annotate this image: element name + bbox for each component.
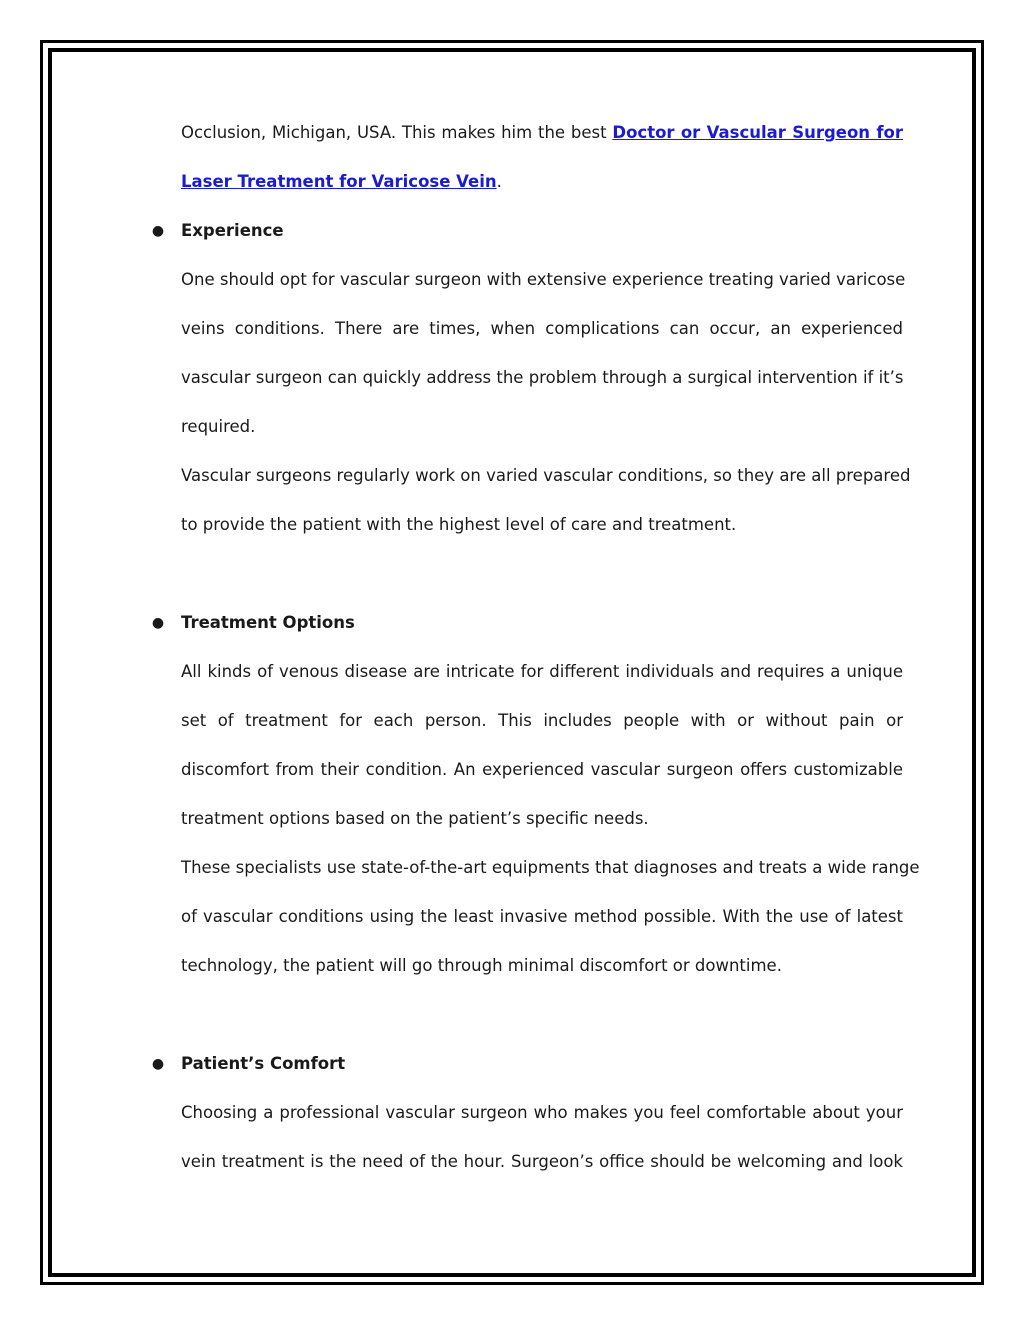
paragraph-line: Choosing a professional vascular surgeon who makes you feel comfortable about your <box>181 1103 903 1122</box>
paragraph-line: of vascular conditions using the least invasive method possible. With the use of latest <box>181 907 903 926</box>
doctor-link-part-2[interactable]: Laser Treatment for Varicose Vein <box>181 172 497 191</box>
heading-experience: Experience <box>181 221 284 240</box>
paragraph-line: All kinds of venous disease are intricate for different individuals and requires a unique <box>181 662 903 681</box>
bullet-treatment-options: ● <box>151 615 165 631</box>
paragraph-line: to provide the patient with the highest level of care and treatment. <box>181 515 737 534</box>
bullet-patients-comfort: ● <box>151 1056 165 1072</box>
paragraph-line: set of treatment for each person. This includes people with or without pain or <box>181 711 903 730</box>
intro-text: Occlusion, Michigan, USA. This makes him the best <box>181 123 613 142</box>
bullet-experience: ● <box>151 223 165 239</box>
paragraph-line: vein treatment is the need of the hour. Surgeon’s office should be welcoming and look <box>181 1152 903 1171</box>
paragraph-line: Vascular surgeons regularly work on varied vascular conditions, so they are all prepared <box>181 466 911 485</box>
paragraph-line: veins conditions. There are times, when complications can occur, an experienced <box>181 319 903 338</box>
paragraph-line: One should opt for vascular surgeon with extensive experience treating varied varicose <box>181 270 906 289</box>
heading-patients-comfort: Patient’s Comfort <box>181 1054 346 1073</box>
paragraph-line: These specialists use state-of-the-art equipments that diagnoses and treats a wide range <box>181 858 920 877</box>
paragraph-line: vascular surgeon can quickly address the problem through a surgical intervention if it’s <box>181 368 904 387</box>
intro-end-punct: . <box>496 172 502 191</box>
paragraph-line: technology, the patient will go through minimal discomfort or downtime. <box>181 956 782 975</box>
paragraph-line: treatment options based on the patient’s specific needs. <box>181 809 649 828</box>
intro-line-1 <box>181 121 903 145</box>
heading-treatment-options: Treatment Options <box>181 613 355 632</box>
paragraph-line: required. <box>181 417 256 436</box>
paragraph-line: discomfort from their condition. An experienced vascular surgeon offers customizable <box>181 760 903 779</box>
intro-line-2 <box>181 170 903 194</box>
doctor-link-part-1[interactable]: Doctor or Vascular Surgeon for <box>612 123 903 142</box>
